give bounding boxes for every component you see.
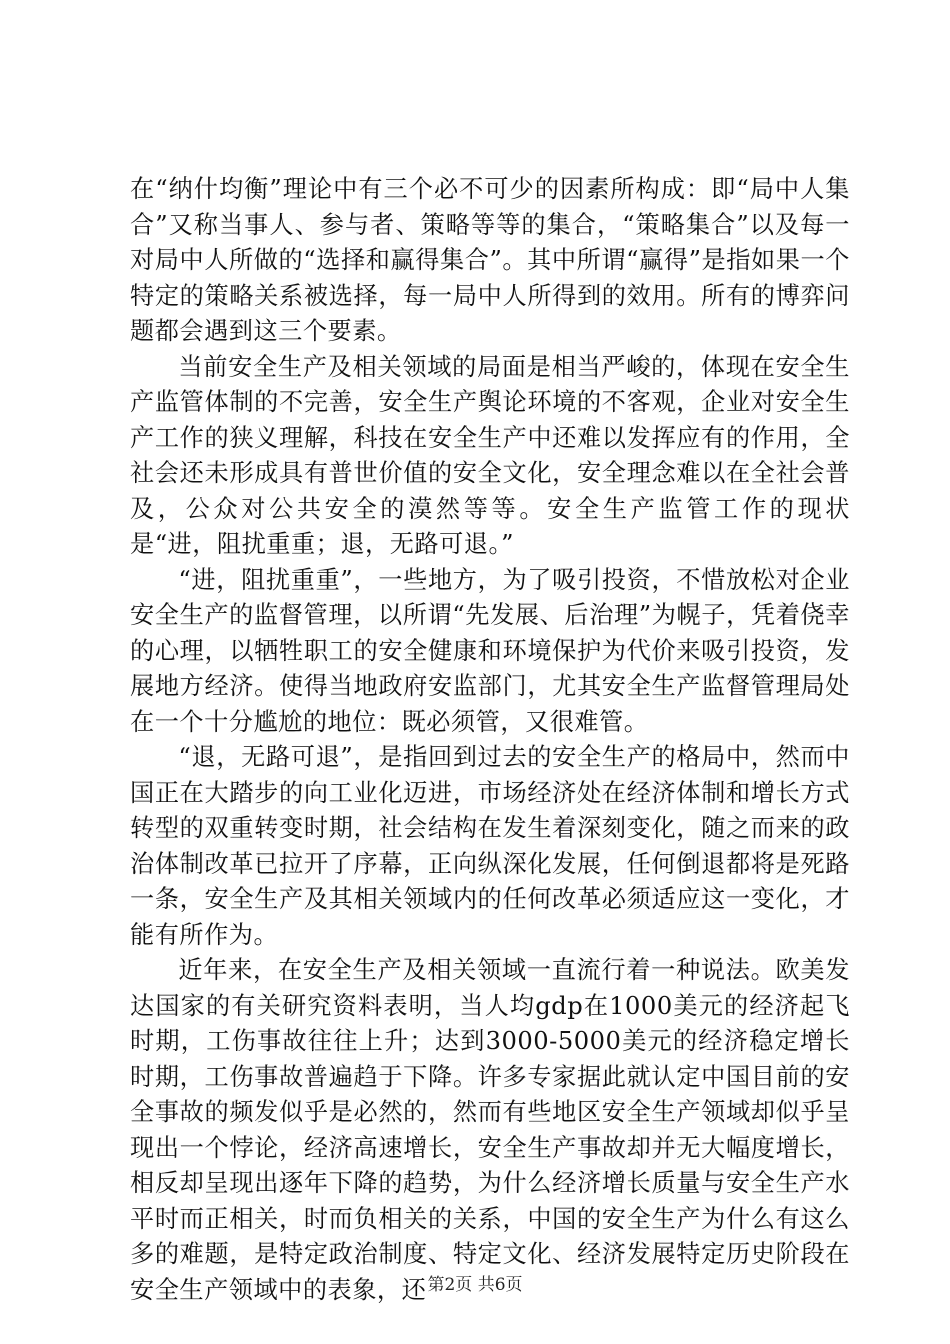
paragraph: 当前安全生产及相关领域的局面是相当严峻的，体现在安全生产监管体制的不完善，安全生产舆论环境的不客观，企业对安全生产工作的狭义理解，科技在安全生产中还难以发挥应有的作用，全社会还未形成具有普世价值的安全文化，安全理念难以在全社会普及，公众对公共安全的漠然等等。安全生产监管工作的现状是“进，阻扰重重；退，无路可退。” <box>130 352 850 558</box>
paragraph: “进，阻扰重重”，一些地方，为了吸引投资，不惜放松对企业安全生产的监督管理，以所谓“先发展、后治理”为幌子，凭着侥幸的心理，以牺牲职工的安全健康和环境保护为代价来吸引投资，发展地方经济。使得当地政府安监部门，尤其安全生产监督管理局处在一个十分尴尬的地位：既必须管，又很难管。 <box>130 565 850 736</box>
paragraph: “退，无路可退”，是指回到过去的安全生产的格局中，然而中国正在大踏步的向工业化迈进，市场经济处在经济体制和增长方式转型的双重转变时期，社会结构在发生着深刻变化，随之而来的政治体制改革已拉开了序幕，正向纵深化发展，任何倒退都将是死路一条，安全生产及其相关领域内的任何改革必须适应这一变化，才能有所作为。 <box>130 743 850 949</box>
paragraph: 近年来，在安全生产及相关领域一直流行着一种说法。欧美发达国家的有关研究资料表明，当人均gdp在1000美元的经济起飞时期，工伤事故往往上升；达到3000-5000美元的经济稳定增长时期，工伤事故普遍趋于下降。许多专家据此就认定中国目前的安全事故的频发似乎是必然的，然而有些地区安全生产领域却似乎呈现出一个悖论，经济高速增长，安全生产事故却并无大幅度增长，相反却呈现出逐年下降的趋势，为什么经济增长质量与安全生产水平时而正相关，时而负相关的关系，中国的安全生产为什么有这么多的难题，是特定政治制度、特定文化、经济发展特定历史阶段在安全生产领域中的表象，还 <box>130 956 850 1304</box>
page-footer: 第2页 共6页 <box>427 1275 523 1295</box>
document-body <box>130 172 850 1308</box>
paragraph: 在“纳什均衡”理论中有三个必不可少的因素所构成：即“局中人集合”又称当事人、参与者、策略等等的集合，“策略集合”以及每一对局中人所做的“选择和赢得集合”。其中所谓“赢得”是指如果一个特定的策略关系被选择，每一局中人所得到的效用。所有的博弈问题都会遇到这三个要素。 <box>130 175 850 345</box>
